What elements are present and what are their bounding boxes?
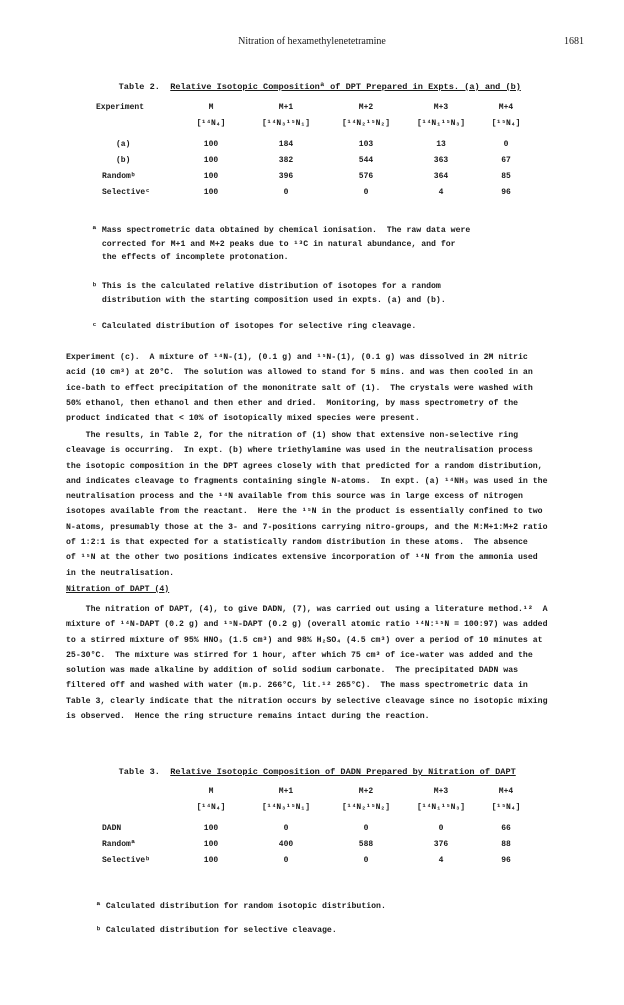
column-header: M: [208, 103, 214, 112]
running-title: Nitration of hexamethylenetetramine: [238, 36, 386, 47]
table-cell: 100: [203, 855, 219, 865]
row-label: Selectiveᶜ: [102, 187, 151, 197]
table-cell: 100: [203, 139, 219, 149]
row-label: (a): [116, 139, 131, 149]
column-header: M+3: [433, 103, 449, 112]
table-2-title: Relative Isotopic Compositionª of DPT Prepared in Expts. (a) and (b): [170, 82, 521, 92]
column-subheader: [96, 802, 176, 820]
table-cell: 100: [203, 171, 219, 181]
column-subheader: [¹⁵N₄]: [491, 119, 521, 128]
row-label: (b): [116, 155, 131, 165]
column-header: M: [208, 787, 214, 796]
table-cell: 396: [278, 171, 294, 181]
table-cell: 0: [363, 187, 369, 197]
table-cell: 96: [501, 855, 511, 865]
table-3-footnote-a: ª Calculated distribution for random isotopic distribution.: [96, 902, 386, 911]
table-2-footnote-b: ᵇ This is the calculated relative distribution of isotopes for a random distribution with the starting composition used in expts. (a) and (b).: [92, 282, 446, 305]
paragraph-nitration-dapt: The nitration of DAPT, (4), to give DADN, (7), was carried out using a literature method.¹² A mixture of ¹⁴N-DAPT (0.2 g) and ¹⁵N-DAPT (0.2 g) (overall atomic ratio ¹⁴N:¹⁵N = 100:97) was added to a stirred mixture of 95% HNO₃ (1.5 cm³) and 98% H₂SO₄ (4.5 cm³) over a period of 10 minutes at 25-30°C. The mixture was stirred for 1 hour, after which 75 cm³ of ice-water was added and the solution was made alkaline by addition of solid sodium carbonate. The precipitated DADN was filtered off and washed with water (m.p. 266°C, lit.¹² 265°C). The mass spectrometric data in Table 3, clearly indicate that the nitration occurs by selective cleavage since no isotopic mixing is observed. Hence the ring structure remains intact during the reaction.: [66, 605, 548, 722]
column-header: M+4: [498, 787, 514, 796]
row-label: Selectiveᵇ: [102, 855, 151, 865]
table-row: [96, 184, 536, 200]
column-subheader: [¹⁴N₁¹⁵N₃]: [416, 119, 465, 128]
table-cell: 0: [283, 187, 289, 197]
table-row: [96, 168, 536, 184]
table-subheader-row: [96, 802, 536, 820]
column-header: M+3: [433, 787, 449, 796]
table-cell: 100: [203, 839, 219, 849]
table-3-caption: [98, 757, 516, 787]
table-cell: 67: [501, 155, 511, 165]
table-cell: 4: [438, 187, 444, 197]
table-header-row: [96, 786, 536, 802]
table-cell: 400: [278, 839, 294, 849]
column-subheader: [¹⁵N₄]: [491, 803, 521, 812]
paragraph-results: The results, in Table 2, for the nitration of (1) show that extensive non-selective ring cleavage is occurring. In expt. (b) where triethylamine was used in the neutralisation process the isotopic composition in the DPT agrees closely with that predicted for a random distribution, and indicates cleavage to fragments containing single N-atoms. In expt. (a) ¹⁴NH₃ was used in the neutralisation process and the ¹⁴N available from this source was in large excess of nitrogen isotopes available from the reactant. Here the ¹⁵N in the product is essentially confined to two N-atoms, presumably those at the 3- and 7-positions carrying nitro-groups, and the M:M+1:M+2 ratio of 1:2:1 is that expected for a statistically random distribution in these atoms. The absence of ¹⁵N at the other two positions indicates extensive incorporation of ¹⁴N from the ammonia used in the neutralisation.: [66, 431, 548, 578]
table-cell: 13: [436, 139, 446, 149]
table-2-footnote-c: ᶜ Calculated distribution of isotopes for selective ring cleavage.: [92, 322, 417, 331]
column-header: M+2: [358, 787, 374, 796]
table-cell: 588: [358, 839, 374, 849]
table-cell: 85: [501, 171, 511, 181]
table-2-label: Table 2.: [118, 82, 160, 92]
column-header: M+1: [278, 103, 294, 112]
table-cell: 66: [501, 823, 511, 833]
table-3-title: Relative Isotopic Composition of DADN Prepared by Nitration of DAPT: [170, 767, 516, 777]
table-cell: 382: [278, 155, 294, 165]
table-cell: 0: [363, 855, 369, 865]
table-cell: 88: [501, 839, 511, 849]
column-header: Experiment: [96, 103, 145, 112]
table-2-footnote-a: ª Mass spectrometric data obtained by chemical ionisation. The raw data were corrected for M+1 and M+2 peaks due to ¹³C in natural abundance, and for the effects of incomplete protonation.: [92, 226, 471, 262]
column-subheader: [¹⁴N₃¹⁵N₁]: [261, 803, 310, 812]
table-cell: 4: [438, 855, 444, 865]
column-subheader: [¹⁴N₂¹⁵N₂]: [341, 803, 390, 812]
table-cell: 0: [283, 823, 289, 833]
table-cell: 96: [501, 187, 511, 197]
table-header-row: [96, 102, 536, 118]
table-cell: 363: [433, 155, 449, 165]
table-row: [96, 852, 536, 868]
table-cell: 100: [203, 187, 219, 197]
table-3-footnote-b: ᵇ Calculated distribution for selective cleavage.: [96, 926, 337, 935]
table-2-caption: [98, 72, 521, 102]
table-cell: 544: [358, 155, 374, 165]
column-header: M+1: [278, 787, 294, 796]
column-subheader: [¹⁴N₄]: [196, 803, 226, 812]
row-label: Randomᵇ: [102, 171, 136, 181]
row-label: DADN: [102, 823, 122, 833]
table-cell: 376: [433, 839, 449, 849]
table-cell: 0: [363, 823, 369, 833]
column-subheader: [¹⁴N₃¹⁵N₁]: [261, 119, 310, 128]
table-cell: 0: [283, 855, 289, 865]
column-header: M+2: [358, 103, 374, 112]
page-header: [0, 36, 624, 50]
table-row: [96, 836, 536, 852]
table-cell: 100: [203, 155, 219, 165]
column-subheader: [¹⁴N₄]: [196, 119, 226, 128]
row-label: Randomª: [102, 839, 136, 849]
table-cell: 0: [438, 823, 444, 833]
table-row: [96, 820, 536, 836]
page-number: 1681: [564, 36, 584, 47]
column-header: [96, 786, 176, 802]
table-cell: 103: [358, 139, 374, 149]
table-2: [96, 102, 536, 200]
table-row: [96, 136, 536, 152]
table-cell: 0: [503, 139, 509, 149]
paragraph-experiment-c: Experiment (c). A mixture of ¹⁴N-(1), (0.1 g) and ¹⁵N-(1), (0.1 g) was dissolved in 2M nitric acid (10 cm³) at 20°C. The solution was allowed to stand for 5 mins. and was then cooled in an ice-bath to effect precipitation of the mononitrate salt of (1). The crystals were washed with 50% ethanol, then ethanol and then ether and dried. Monitoring, by mass spectrometry of the product indicated that < 10% of isotopically mixed species were present.: [66, 353, 533, 424]
table-row: [96, 152, 536, 168]
table-cell: 100: [203, 823, 219, 833]
table-3-label: Table 3.: [118, 767, 160, 777]
table-subheader-row: [96, 118, 536, 136]
table-cell: 364: [433, 171, 449, 181]
table-cell: 184: [278, 139, 294, 149]
section-heading: Nitration of DAPT (4): [66, 585, 170, 594]
column-subheader: [¹⁴N₁¹⁵N₃]: [416, 803, 465, 812]
table-3: [96, 786, 536, 868]
column-subheader: [¹⁴N₂¹⁵N₂]: [341, 119, 390, 128]
column-subheader: [96, 118, 176, 136]
table-cell: 576: [358, 171, 374, 181]
column-header: M+4: [498, 103, 514, 112]
